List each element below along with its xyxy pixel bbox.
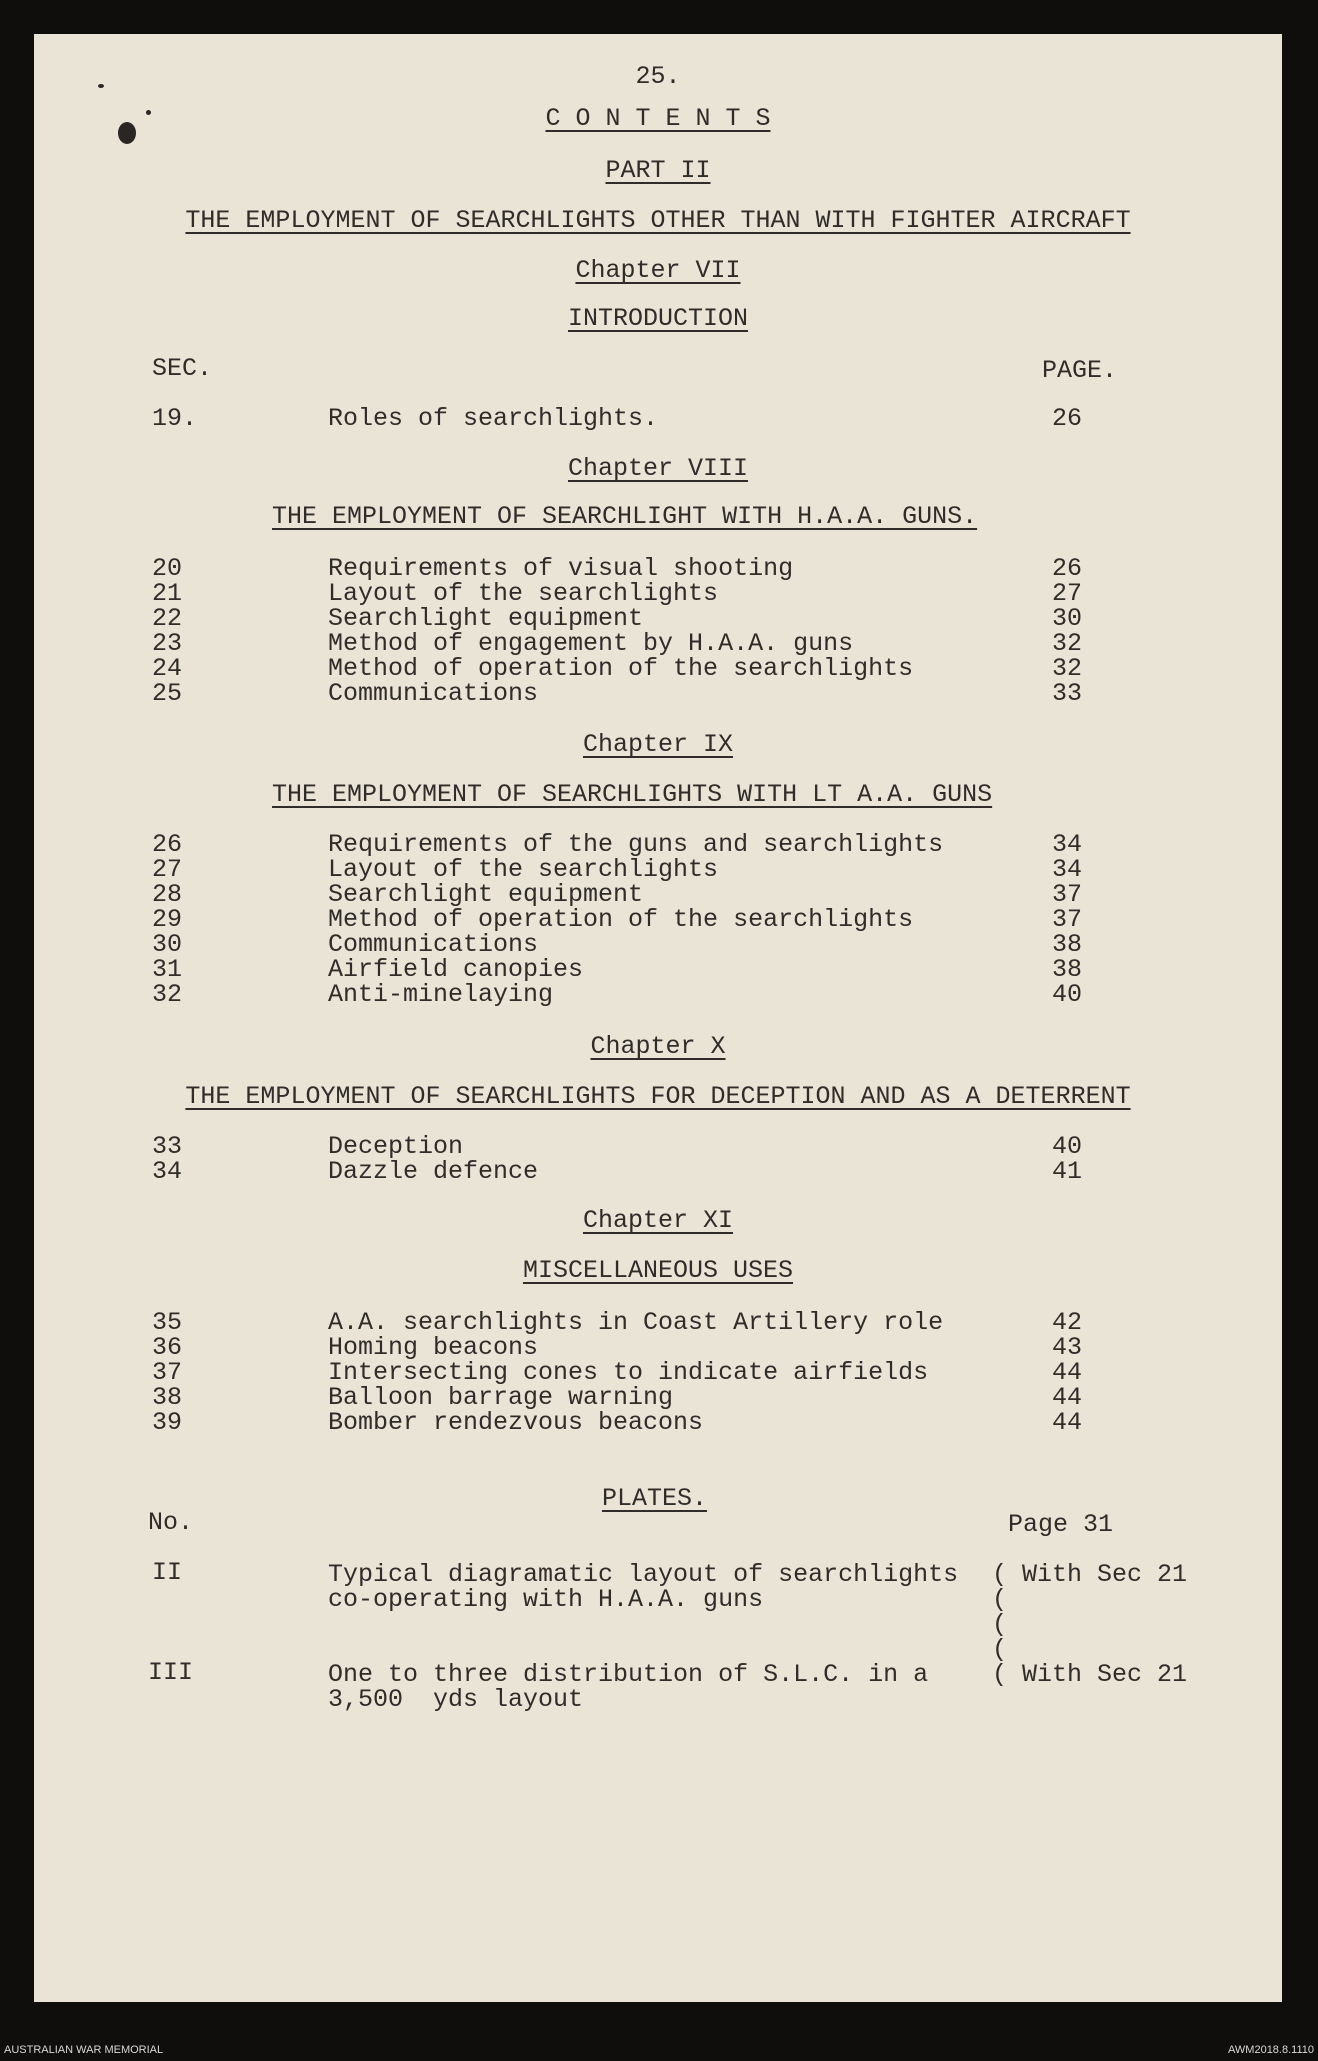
plate-note-bracket: ( [992,1635,1008,1664]
plate-title-line: 3,500 yds layout [328,1685,584,1714]
section-title: Searchlight equipment [328,880,644,909]
section-number: 19. [152,404,198,433]
section-title: Layout of the searchlights [328,855,719,884]
chapter-heading [34,1034,1282,1059]
section-number: 31 [152,955,183,984]
section-number: 28 [152,880,183,909]
section-page: 32 [1052,629,1083,658]
section-title: A.A. searchlights in Coast Artillery role [328,1308,944,1337]
section-title: Anti-minelaying [328,980,554,1009]
section-title: Balloon barrage warning [328,1383,674,1412]
footer-bar [0,2036,1318,2061]
chapter-heading [34,258,1282,283]
section-page: 37 [1052,880,1083,909]
section-number: 24 [152,654,183,683]
contents-heading-text: C O N T E N T S [545,104,771,133]
section-number: 20 [152,554,183,583]
section-number: 26 [152,830,183,859]
chapter-title-text: INTRODUCTION [567,304,749,333]
section-number: 22 [152,604,183,633]
plate-title-line: co-operating with H.A.A. guns [328,1585,764,1614]
part-label [34,158,1282,183]
plate-note-bracket: ( [992,1585,1008,1614]
plate-page-column-header: Page 31 [1008,1510,1114,1539]
plate-number: III [148,1658,194,1687]
part-label-text: PART II [605,156,711,185]
contents-heading [34,106,1282,131]
chapter-heading-text: Chapter IX [582,730,734,759]
chapter-title-text: THE EMPLOYMENT OF SEARCHLIGHT WITH H.A.A. GUNS. [272,502,978,531]
section-number: 34 [152,1157,183,1186]
page-number: 25. [635,62,681,91]
footer-left-label: AUSTRALIAN WAR MEMORIAL [4,2044,164,2056]
section-page: 42 [1052,1308,1083,1337]
section-page: 38 [1052,930,1083,959]
section-number: 21 [152,579,183,608]
section-number: 30 [152,930,183,959]
section-number: 29 [152,905,183,934]
section-page: 26 [1052,404,1083,433]
section-page: 32 [1052,654,1083,683]
chapter-title-text: THE EMPLOYMENT OF SEARCHLIGHTS FOR DECEPTION AND AS A DETERRENT [185,1082,1131,1111]
chapter-heading [34,1208,1282,1233]
section-page: 34 [1052,830,1083,859]
section-title: Dazzle defence [328,1157,539,1186]
section-title: Intersecting cones to indicate airfields [328,1358,929,1387]
section-number: 36 [152,1333,183,1362]
section-title: Bomber rendezvous beacons [328,1408,704,1437]
section-title: Requirements of the guns and searchlights [328,830,944,859]
section-page: 30 [1052,604,1083,633]
plate-note-bracket: ( [992,1610,1008,1639]
chapter-title [34,306,1282,331]
plate-number: II [152,1558,183,1587]
section-page: 27 [1052,579,1083,608]
section-number: 23 [152,629,183,658]
section-title: Method of engagement by H.A.A. guns [328,629,854,658]
section-title: Deception [328,1132,464,1161]
section-number: 35 [152,1308,183,1337]
footer-right-label: AWM2018.8.1110 [1227,2044,1314,2056]
section-page: 43 [1052,1333,1083,1362]
section-page: 37 [1052,905,1083,934]
page-column-header: PAGE. [1042,356,1118,385]
section-title: Layout of the searchlights [328,579,719,608]
chapter-title-text: MISCELLANEOUS USES [522,1256,794,1285]
section-title: Method of operation of the searchlights [328,654,914,683]
section-title: Homing beacons [328,1333,539,1362]
chapter-heading-text: Chapter VIII [567,454,749,483]
section-page: 33 [1052,679,1083,708]
section-page: 26 [1052,554,1083,583]
section-number: 27 [152,855,183,884]
section-page: 34 [1052,855,1083,884]
section-page: 40 [1052,1132,1083,1161]
document-page [34,34,1282,2002]
section-title: Communications [328,930,539,959]
chapter-title-text: THE EMPLOYMENT OF SEARCHLIGHTS WITH LT A.A. GUNS [272,780,993,809]
chapter-title [34,1258,1282,1283]
chapter-heading-text: Chapter XI [582,1206,734,1235]
sec-column-header: SEC. [152,354,213,383]
chapter-heading-text: Chapter VII [575,256,741,285]
plates-heading [602,1486,707,1511]
chapter-title [272,782,992,807]
section-page: 38 [1052,955,1083,984]
chapter-heading [34,732,1282,757]
part-title [34,208,1282,233]
plate-title-line: Typical diagramatic layout of searchlights [328,1560,959,1589]
section-number: 32 [152,980,183,1009]
plate-no-column-header: No. [148,1508,194,1537]
section-title: Airfield canopies [328,955,584,984]
section-number: 37 [152,1358,183,1387]
section-number: 25 [152,679,183,708]
section-number: 38 [152,1383,183,1412]
section-title: Roles of searchlights. [328,404,659,433]
plates-heading-text: PLATES. [602,1484,708,1513]
plate-note: ( With Sec 21 [992,1660,1188,1689]
section-title: Method of operation of the searchlights [328,905,914,934]
plate-note: ( With Sec 21 [992,1560,1188,1589]
section-title: Searchlight equipment [328,604,644,633]
chapter-title [34,1084,1282,1109]
section-page: 44 [1052,1383,1083,1412]
part-title-text: THE EMPLOYMENT OF SEARCHLIGHTS OTHER THAN WITH FIGHTER AIRCRAFT [185,206,1131,235]
section-page: 44 [1052,1358,1083,1387]
chapter-heading [34,456,1282,481]
chapter-title [272,504,977,529]
plate-title-line: One to three distribution of S.L.C. in a [328,1660,929,1689]
section-number: 39 [152,1408,183,1437]
section-page: 40 [1052,980,1083,1009]
section-number: 33 [152,1132,183,1161]
section-title: Communications [328,679,539,708]
section-page: 44 [1052,1408,1083,1437]
chapter-heading-text: Chapter X [590,1032,726,1061]
section-page: 41 [1052,1157,1083,1186]
section-title: Requirements of visual shooting [328,554,794,583]
